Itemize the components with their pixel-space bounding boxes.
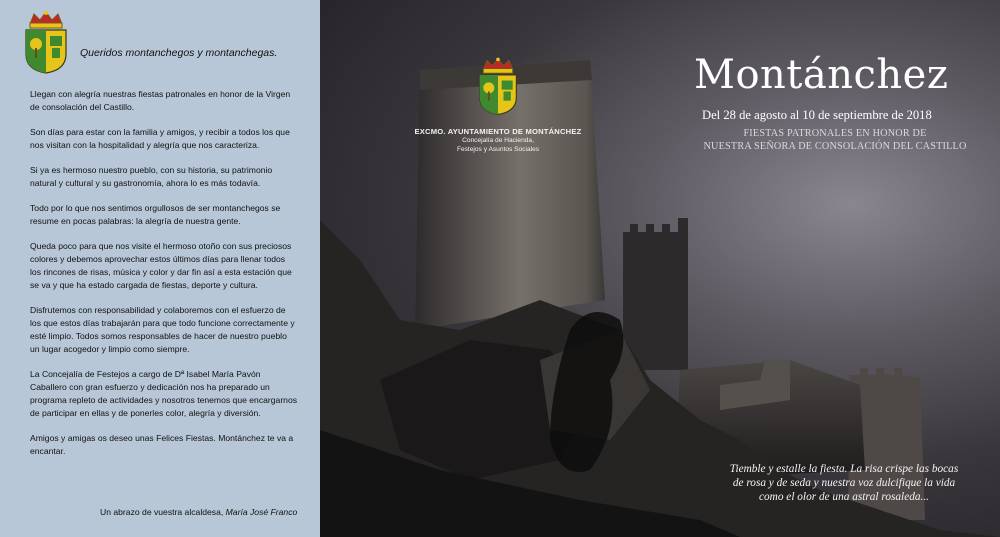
letter-greeting: Queridos montanchegos y montanchegas. xyxy=(80,47,278,59)
letter-body xyxy=(30,88,298,470)
subtitle-line: FIESTAS PATRONALES EN HONOR DE xyxy=(743,128,927,139)
cover-title: Montánchez xyxy=(694,52,949,98)
letter-paragraph: Amigos y amigas os deseo unas Felices Fiestas. Montánchez te va a encantar. xyxy=(30,433,294,456)
cover-panel xyxy=(320,0,1000,537)
coat-of-arms-icon xyxy=(22,10,70,74)
org-department: Festejos y Asuntos Sociales xyxy=(456,146,540,153)
coat-of-arms-icon xyxy=(476,56,520,116)
event-subtitle xyxy=(675,127,995,153)
organization-block xyxy=(410,127,586,154)
letter-panel xyxy=(0,0,320,537)
letter-paragraph: Queda poco para que nos visite el hermoso otoño con sus preciosos colores y debemos aprovechar estos últimos días para llenar todos los rincones de risas, música y color y dar fin así a esta estación que se va y que ha estado cargada de fiestas, deporte y cultura. xyxy=(30,241,292,290)
letter-paragraph: La Concejalía de Festejos a cargo de Dª Isabel María Pavón Caballero con gran esfuerzo y dedicación nos ha preparado un programa repleto de actividades y nosotros tenemos que encargarnos de participar en ellas y de ponerles color, alegría y diversión. xyxy=(30,369,298,418)
poem-line: Tiemble y estalle la fiesta. La risa crispe las bocas xyxy=(729,463,959,475)
letter-signoff xyxy=(100,507,297,517)
event-dates: Del 28 de agosto al 10 de septiembre de 2018 xyxy=(702,108,932,122)
letter-paragraph: Llegan con alegría nuestras fiestas patronales en honor de la Virgen de consolación del Castillo. xyxy=(30,89,291,112)
letter-paragraph: Todo por lo que nos sentimos orgullosos de ser montanchegos se resume en pocas palabras: la alegría de nuestra gente. xyxy=(30,203,281,226)
signoff-text: Un abrazo de vuestra alcaldesa, xyxy=(100,507,224,517)
letter-paragraph: Disfrutemos con responsabilidad y colaboremos con el esfuerzo de los que estos días trabajarán para que todo funcione correctamente y esté limpio. Todos somos responsables de hacer de nuestro pueblo un lugar acogedor y limpio como siempre. xyxy=(30,305,295,354)
poem-quote xyxy=(696,462,992,504)
subtitle-line: NUESTRA SEÑORA DE CONSOLACIÓN DEL CASTILLO xyxy=(703,141,967,152)
letter-paragraph: Son días para estar con la familia y amigos, y recibir a todos los que nos visitan con la hospitalidad y alegría que nos caracteriza. xyxy=(30,127,290,150)
signoff-name: María José Franco xyxy=(225,507,298,517)
poem-line: como el olor de una astral rosaleda... xyxy=(759,491,929,503)
org-title: EXCMO. AYUNTAMIENTO DE MONTÁNCHEZ xyxy=(414,127,582,136)
org-department: Concejalía de Hacienda, xyxy=(462,137,534,144)
letter-paragraph: Si ya es hermoso nuestro pueblo, con su historia, su patrimonio natural y cultural y su gastronomía, ahora lo es más todavía. xyxy=(30,165,273,188)
poem-line: de rosa y de seda y nuestra voz dulcifique la vida xyxy=(732,477,956,489)
